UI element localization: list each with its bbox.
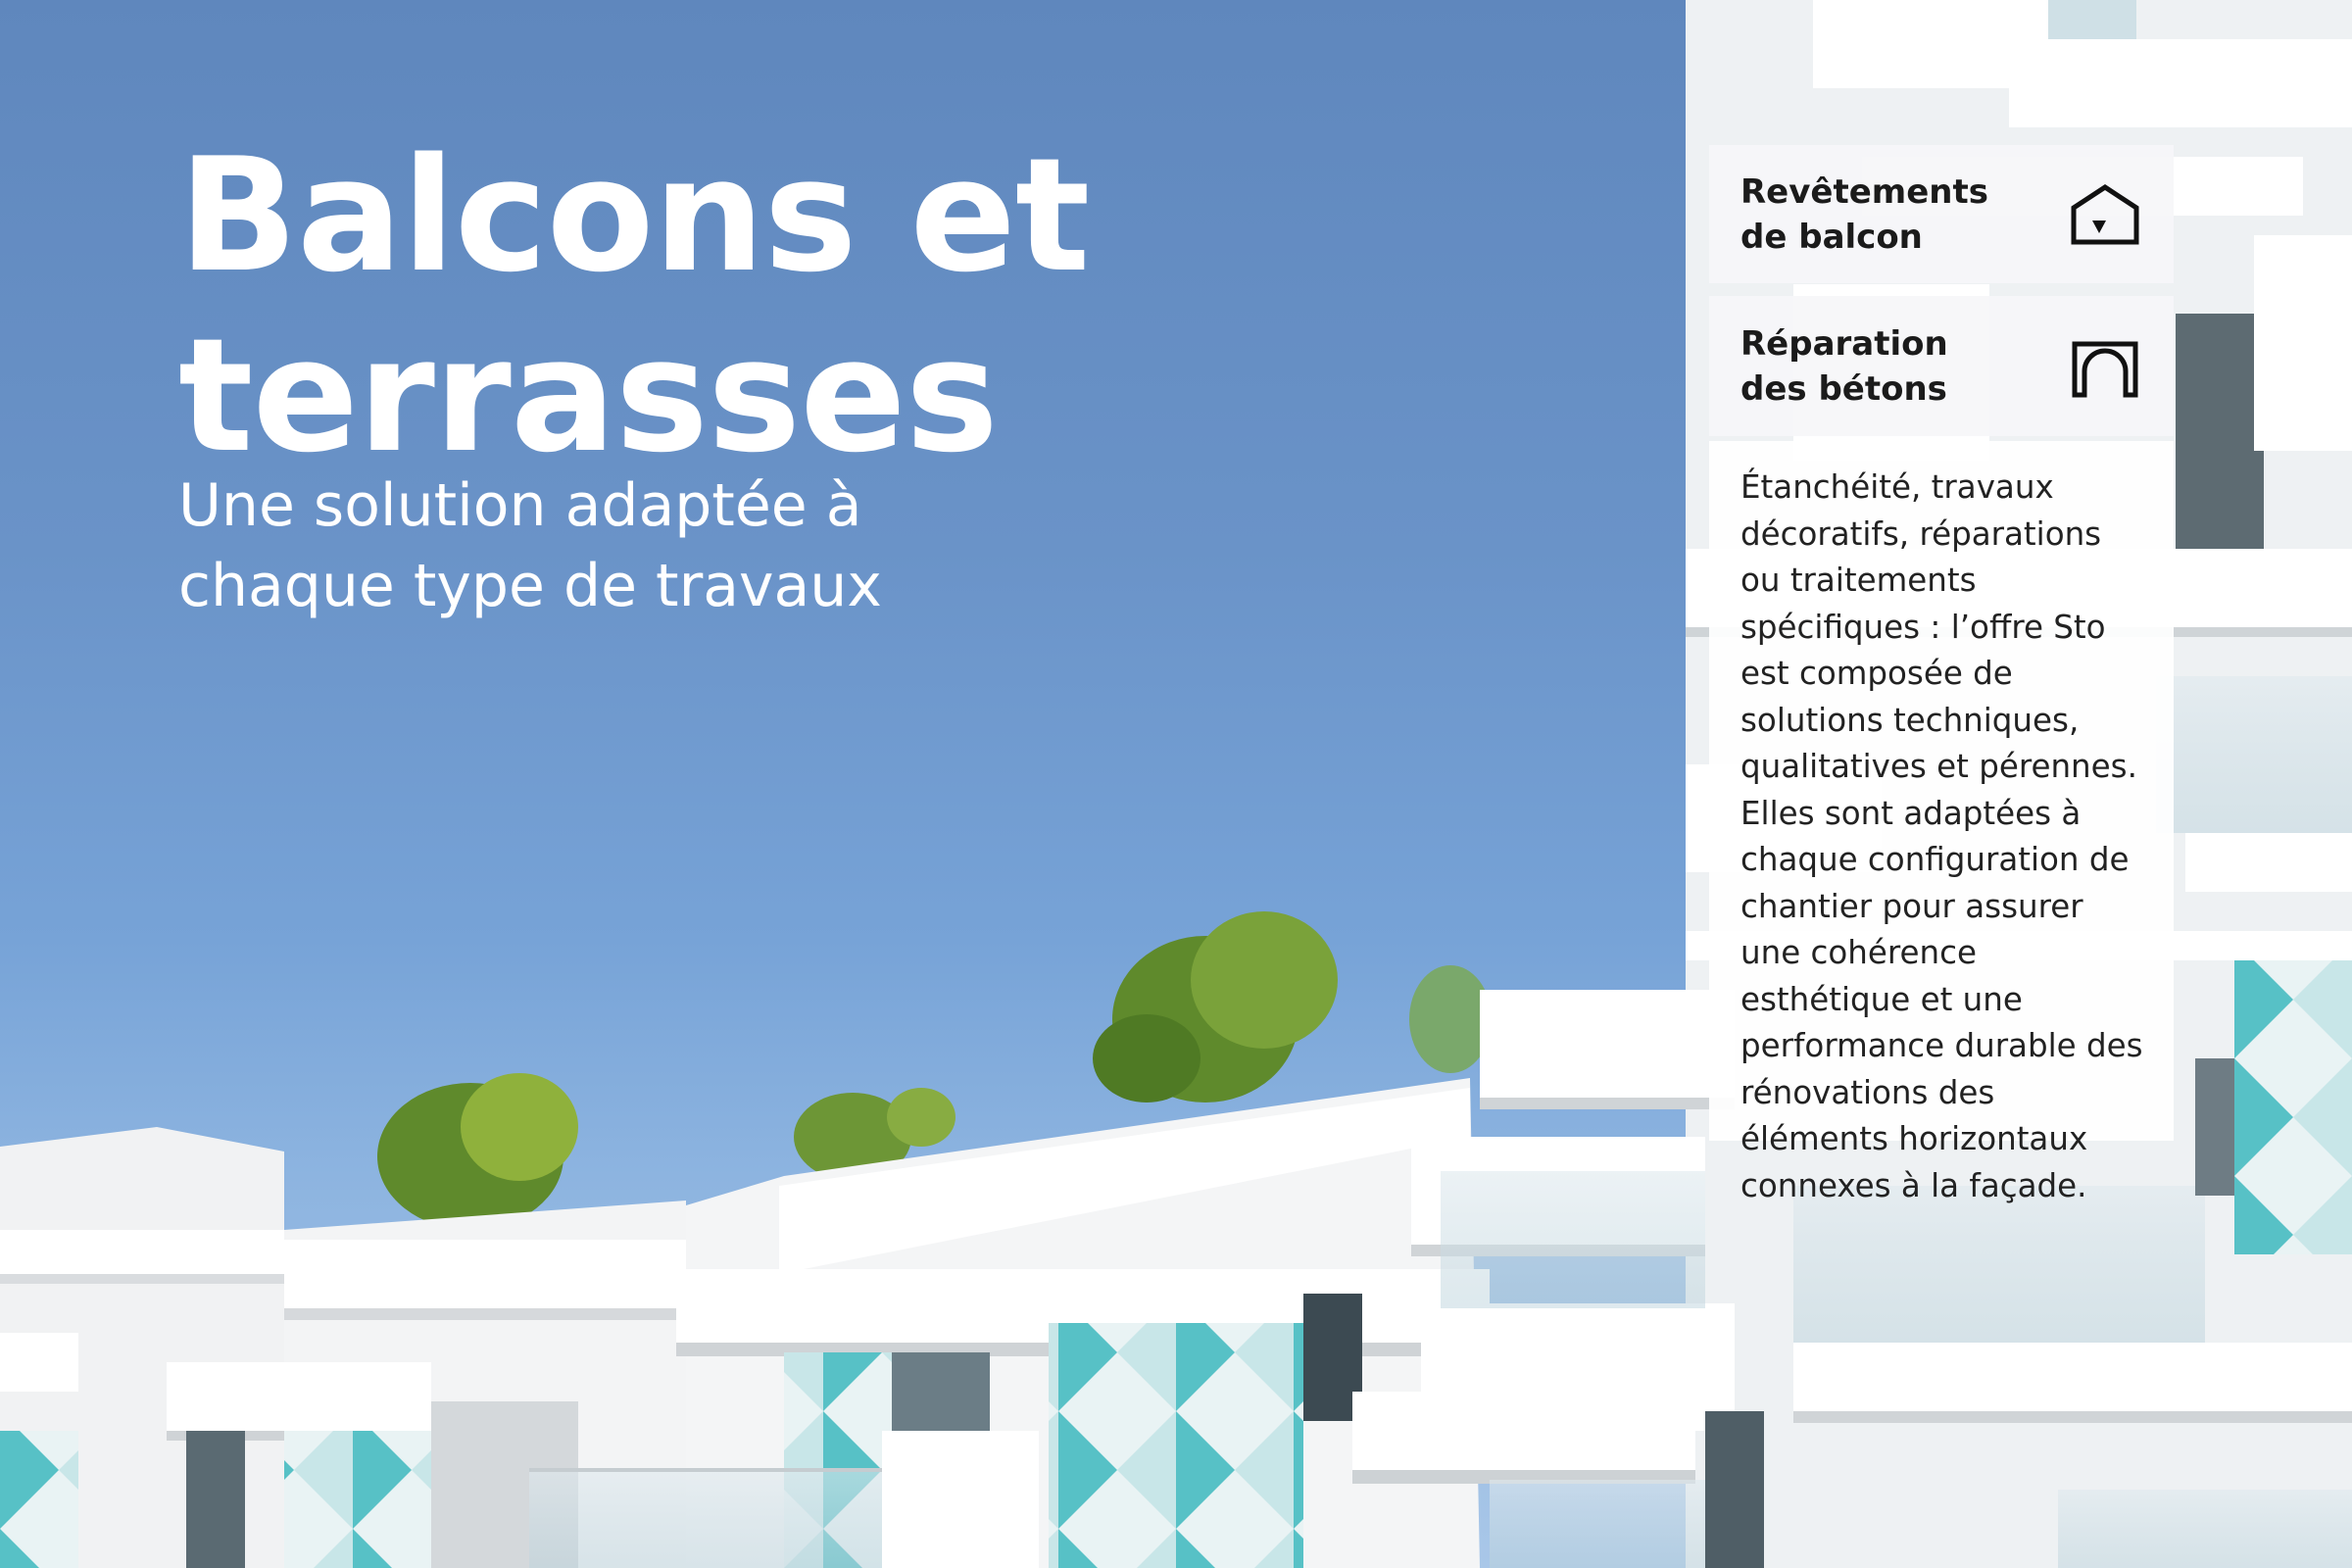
house-arrow-icon — [2070, 182, 2140, 247]
description-text: Étanchéité, travaux décoratifs, réparations ou traitements spécifiques : l’offre Sto est composée de solutions techniques, qualitatives et pérennes. Elles sont adaptées à chaque configuration de chantier pour assurer une cohérence esthétique et une performance durable des rénovations des éléments horizontaux connexes à la façade. — [1740, 468, 2143, 1204]
balcony-coatings-link[interactable] — [1709, 145, 2174, 283]
concrete-repair-label: Réparation des bétons — [1740, 323, 1948, 409]
concrete-repair-link[interactable] — [1709, 296, 2174, 436]
description-panel — [1709, 441, 2174, 1204]
balcony-coatings-label: Revêtements de balcon — [1740, 172, 1988, 257]
arch-icon — [2070, 334, 2140, 399]
page-subtitle — [178, 466, 943, 626]
title-line-2: terrasses — [178, 304, 998, 487]
subtitle-line-1: Une solution adaptée à — [178, 471, 862, 540]
title-line-1: Balcons et — [178, 123, 1090, 307]
page-title — [178, 125, 1089, 486]
subtitle-line-2: chaque type de travaux — [178, 552, 882, 620]
